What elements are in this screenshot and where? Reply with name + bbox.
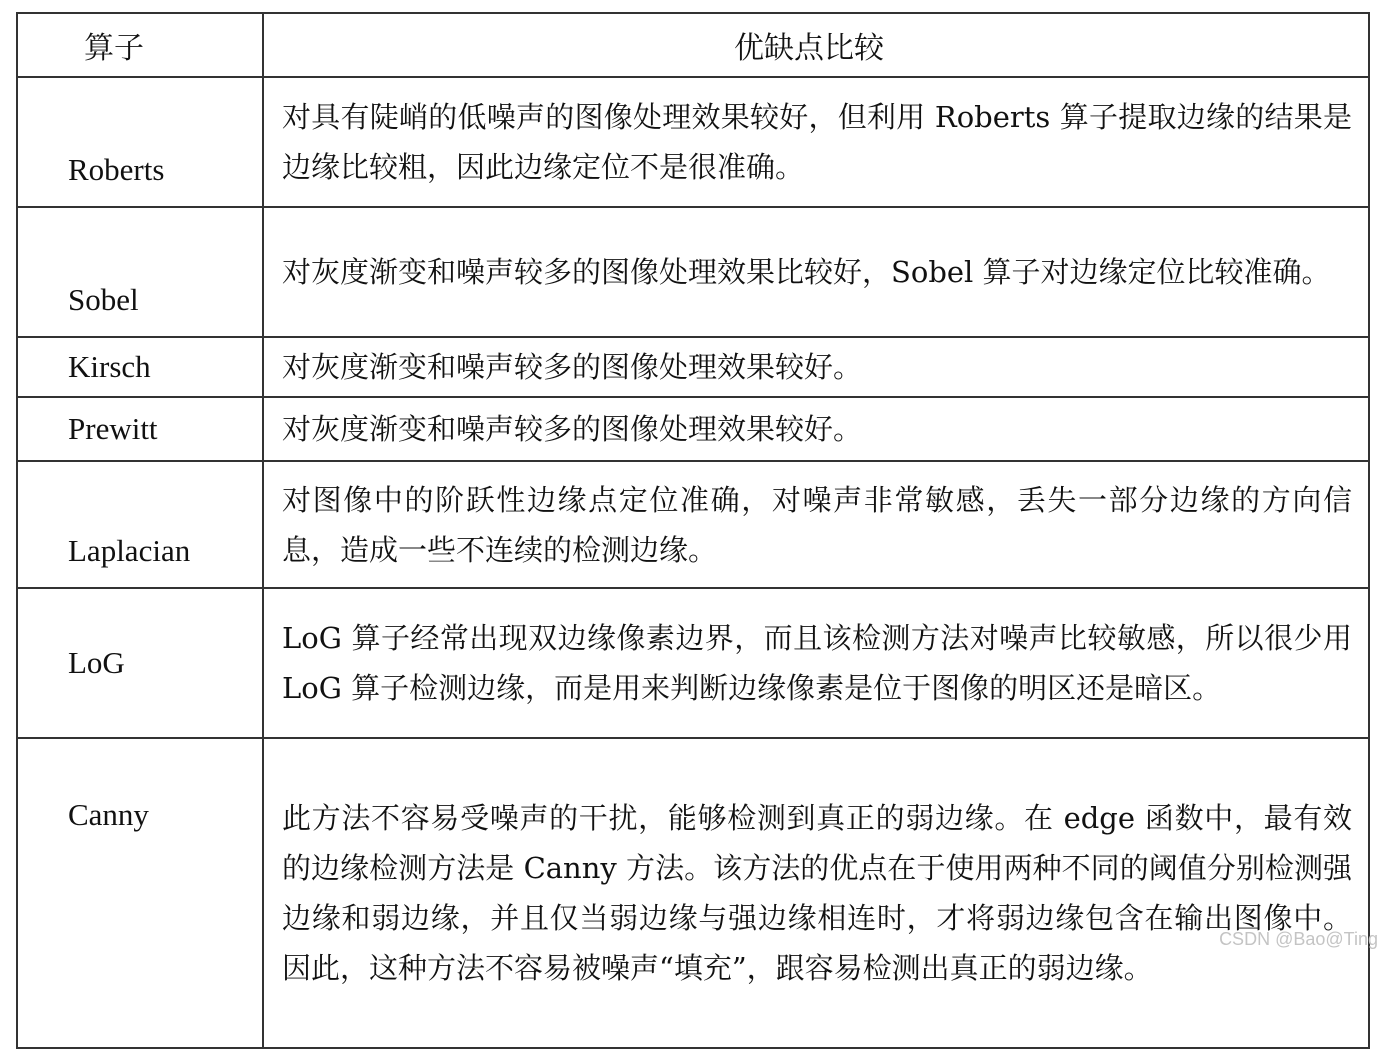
operator-description-laplacian: 对图像中的阶跃性边缘点定位准确，对噪声非常敏感，丢失一部分边缘的方向信息，造成一些不连续的检测边缘。 bbox=[263, 461, 1369, 588]
operator-comparison-table bbox=[16, 12, 1370, 1049]
operator-description-prewitt: 对灰度渐变和噪声较多的图像处理效果较好。 bbox=[263, 397, 1369, 461]
operator-name-laplacian: Laplacian bbox=[17, 461, 263, 588]
watermark: CSDN @Bao@Ting bbox=[1219, 929, 1378, 949]
operator-name-kirsch: Kirsch bbox=[17, 337, 263, 397]
operator-name-roberts: Roberts bbox=[17, 77, 263, 207]
operator-name-prewitt: Prewitt bbox=[17, 397, 263, 461]
table-row bbox=[17, 337, 1369, 397]
operator-description-roberts: 对具有陡峭的低噪声的图像处理效果较好，但利用 Roberts 算子提取边缘的结果是边缘比较粗，因此边缘定位不是很准确。 bbox=[263, 77, 1369, 207]
operator-description-canny: 此方法不容易受噪声的干扰，能够检测到真正的弱边缘。在 edge 函数中，最有效的边缘检测方法是 Canny 方法。该方法的优点在于使用两种不同的阈值分别检测强边缘和弱边缘，并且仅当弱边缘与强边缘相连时，才将弱边缘包含在输出图像中。因此，这种方法不容易被噪声“填充”，跟容易检测出真正的弱边缘。 bbox=[263, 738, 1369, 1048]
table-row bbox=[17, 397, 1369, 461]
table-row bbox=[17, 588, 1369, 738]
header-operator: 算子 bbox=[17, 13, 263, 77]
header-row bbox=[17, 13, 1369, 77]
operator-name-canny: Canny bbox=[17, 738, 263, 1048]
operator-description-log: LoG 算子经常出现双边缘像素边界，而且该检测方法对噪声比较敏感，所以很少用 LoG 算子检测边缘，而是用来判断边缘像素是位于图像的明区还是暗区。 bbox=[263, 588, 1369, 738]
operator-name-log: LoG bbox=[17, 588, 263, 738]
table-row bbox=[17, 738, 1369, 1048]
operator-name-sobel: Sobel bbox=[17, 207, 263, 337]
operator-description-sobel: 对灰度渐变和噪声较多的图像处理效果比较好，Sobel 算子对边缘定位比较准确。 bbox=[263, 207, 1369, 337]
table-row bbox=[17, 207, 1369, 337]
table-row bbox=[17, 77, 1369, 207]
header-comparison: 优缺点比较 bbox=[263, 13, 1369, 77]
operator-description-kirsch: 对灰度渐变和噪声较多的图像处理效果较好。 bbox=[263, 337, 1369, 397]
table-row bbox=[17, 461, 1369, 588]
